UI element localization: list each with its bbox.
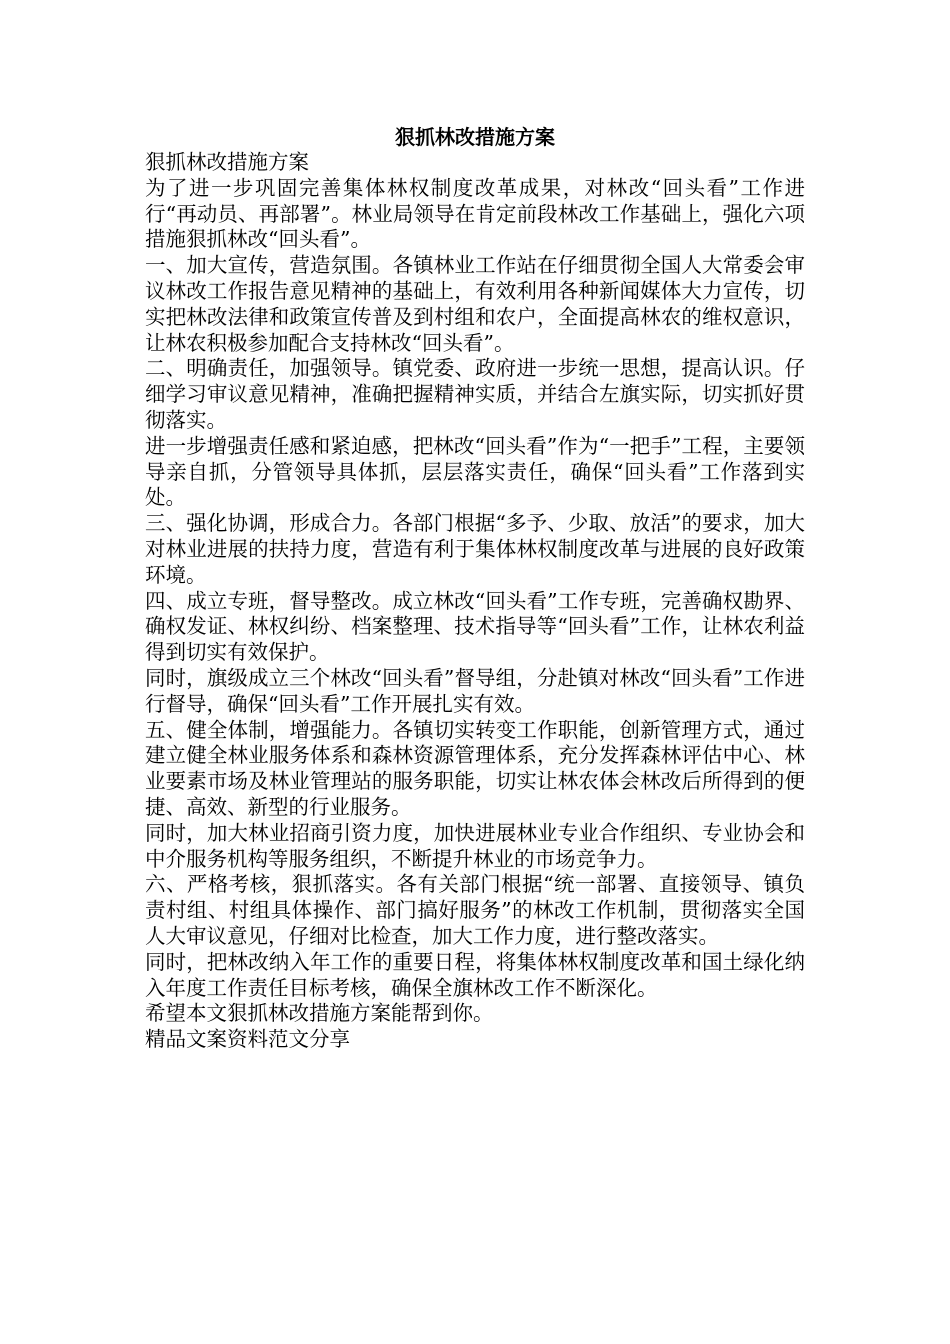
paragraph-measure-5: 五、健全体制，增强能力。各镇切实转变工作职能，创新管理方式，通过建立健全林业服务体系和森林资源管理体系，充分发挥森林评估中心、林业要素市场及林业管理站的服务职能，切实让林农体会林改后所得到的便捷、高效、新型的行业服务。 xyxy=(145,717,805,819)
paragraph-measure-2: 二、明确责任，加强领导。镇党委、政府进一步统一思想，提高认识。仔细学习审议意见精神，准确把握精神实质，并结合左旗实际，切实抓好贯彻落实。 xyxy=(145,356,805,432)
paragraph-measure-2-cont: 进一步增强责任感和紧迫感，把林改“回头看”作为“一把手”工程，主要领导亲自抓，分管领导具体抓，层层落实责任，确保“回头看”工作落到实处。 xyxy=(145,433,805,510)
paragraph-measure-4-cont: 同时，旗级成立三个林改“回头看”督导组，分赴镇对林改“回头看”工作进行督导，确保“回头看”工作开展扎实有效。 xyxy=(145,665,805,716)
paragraph-footer: 精品文案资料范文分享 xyxy=(145,1027,350,1052)
paragraph-closing: 希望本文狠抓林改措施方案能帮到你。 xyxy=(145,1001,494,1026)
paragraph-measure-6-cont: 同时，把林改纳入年工作的重要日程，将集体林权制度改革和国土绿化纳入年度工作责任目标考核，确保全旗林改工作不断深化。 xyxy=(145,949,805,1000)
paragraph-subtitle: 狠抓林改措施方案 xyxy=(145,150,309,174)
paragraph-measure-6: 六、严格考核，狠抓落实。各有关部门根据“统一部署、直接领导、镇负责村组、村组具体操作、部门搞好服务”的林改工作机制，贯彻落实全国人大审议意见，仔细对比检查，加大工作力度，进行整改落实。 xyxy=(145,872,805,948)
paragraph-measure-3: 三、强化协调，形成合力。各部门根据“多予、少取、放活”的要求，加大对林业进展的扶持力度，营造有利于集体林权制度改革与进展的良好政策环境。 xyxy=(145,511,805,587)
document-body xyxy=(145,150,805,1053)
paragraph-measure-1: 一、加大宣传，营造氛围。各镇林业工作站在仔细贯彻全国人大常委会审议林改工作报告意见精神的基础上，有效利用各种新闻媒体大力宣传，切实把林改法律和政策宣传普及到村组和农户，全面提高林农的维权意识，让林农积极参加配合支持林改“回头看”。 xyxy=(145,253,805,355)
paragraph-measure-5-cont: 同时，加大林业招商引资力度，加快进展林业专业合作组织、专业协会和中介服务机构等服务组织，不断提升林业的市场竞争力。 xyxy=(145,820,805,871)
document-title: 狠抓林改措施方案 xyxy=(395,125,555,149)
paragraph-measure-4: 四、成立专班，督导整改。成立林改“回头看”工作专班，完善确权勘界、确权发证、林权纠纷、档案整理、技术指导等“回头看”工作，让林农利益得到切实有效保护。 xyxy=(145,588,805,665)
paragraph-intro: 为了进一步巩固完善集体林权制度改革成果，对林改“回头看”工作进行“再动员、再部署”。林业局领导在肯定前段林改工作基础上，强化六项措施狠抓林改“回头看”。 xyxy=(145,175,805,252)
